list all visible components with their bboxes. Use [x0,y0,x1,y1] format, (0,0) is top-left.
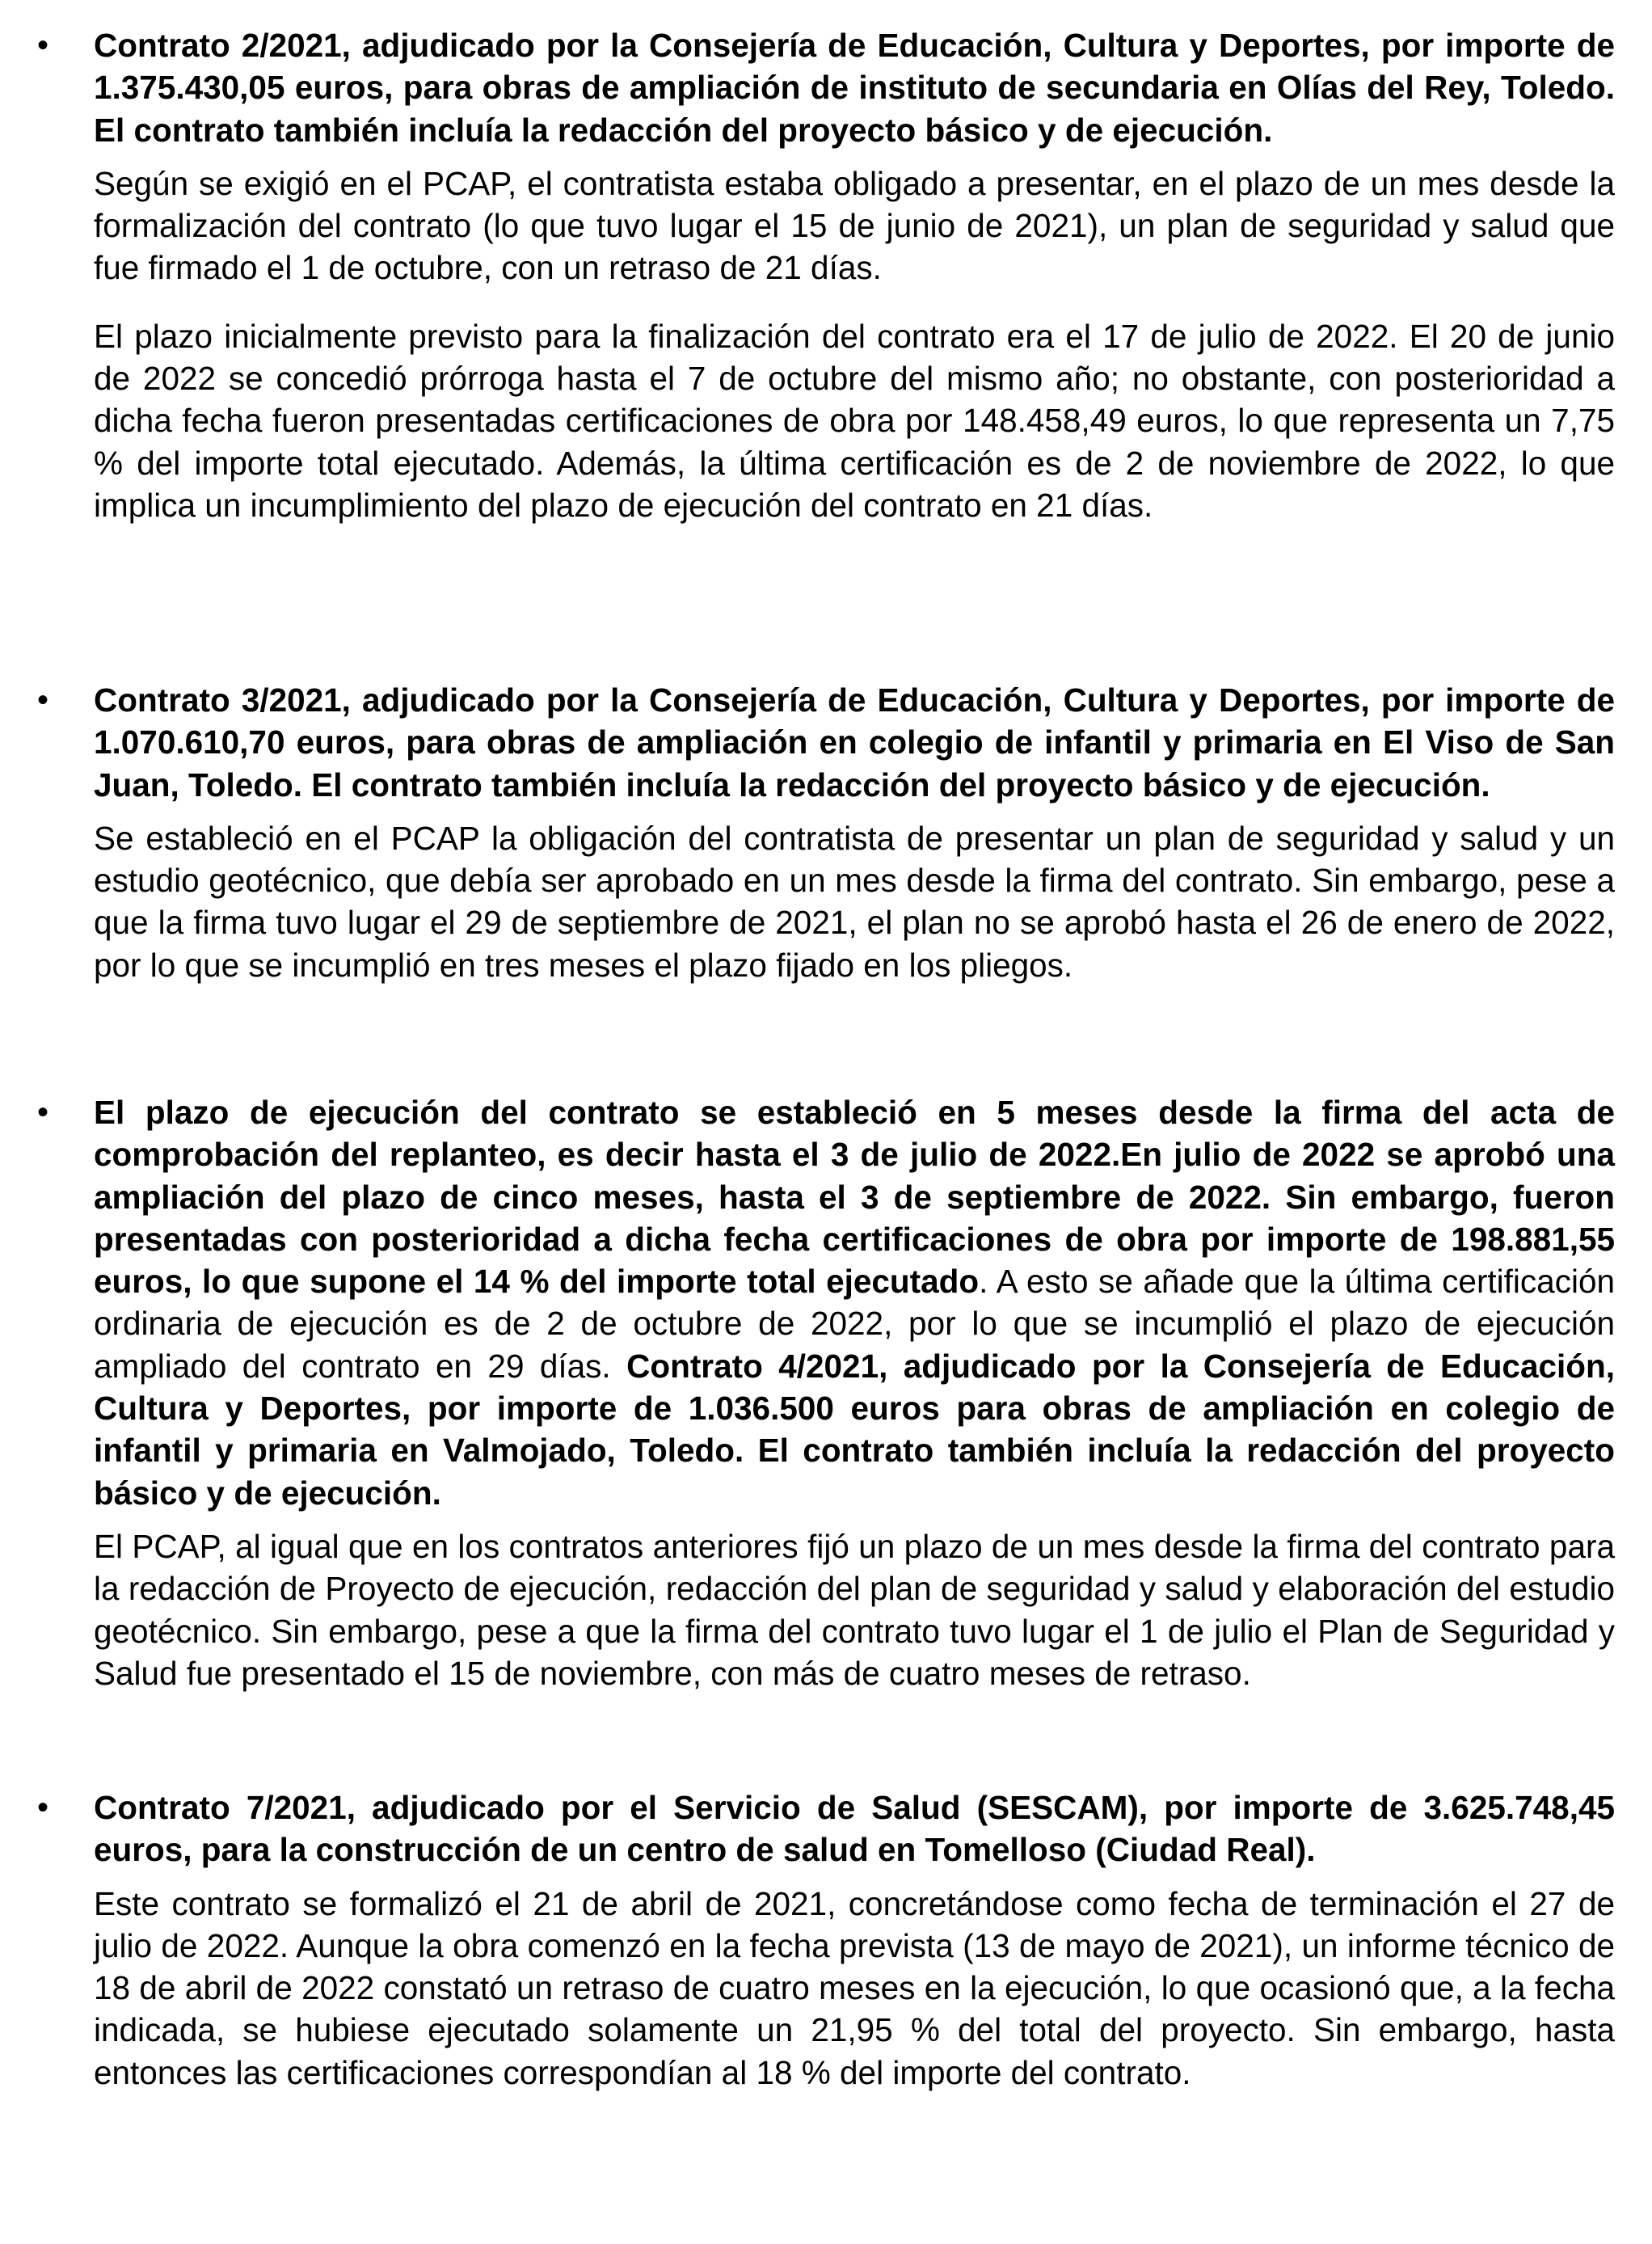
paragraph: Se estableció en el PCAP la obligación del contratista de presentar un plan de seguridad y salud y un estudio geotécnico, que debía ser aprobado en un mes desde la firma del contrato. Sin embargo, pese a que la firma tuvo lugar el 29 de septiembre de 2021, el plan no se aprobó hasta el 26 de enero de 2022, por lo que se incumplió en tres meses el plazo fijado en los pliegos. [94,819,1615,984]
contract-7-2021-heading: Contrato 7/2021, adjudicado por el Servicio de Salud (SESCAM), por importe de 3.625.748,45 euros, para la construcción de un centro de salud en Tomelloso (Ciudad Real). [94,1789,1615,1869]
bullet: • [37,27,49,63]
mixed-paragraph [94,1091,1615,1514]
contract-4-2021-section [37,1091,1615,1694]
contract-2-2021-heading: Contrato 2/2021, adjudicado por la Consejería de Educación, Cultura y Deportes, por importe de 1.375.430,05 euros, para obras de ampliación de instituto de secundaria en Olías del Rey, Toledo. El contrato también incluía la redacción del proyecto básico y de ejecución. [94,27,1615,149]
contract-3-2021-heading: Contrato 3/2021, adjudicado por la Consejería de Educación, Cultura y Deportes, por importe de 1.070.610,70 euros, para obras de ampliación en colegio de infantil y primaria en El Viso de San Juan, Toledo. El contrato también incluía la redacción del proyecto básico y de ejecución. [94,681,1615,804]
contract-4-2021-heading: Contrato 4/2021, adjudicado por la Consejería de Educación, Cultura y Deportes, por importe de 1.036.500 euros para obras de ampliación en colegio de infantil y primaria en Valmojado, Toledo. El contrato también incluía la redacción del proyecto básico y de ejecución. [94,1347,1615,1512]
paragraph: Este contrato se formalizó el 21 de abril de 2021, concretándose como fecha de terminación el 27 de julio de 2022. Aunque la obra comenzó en la fecha prevista (13 de mayo de 2021), un informe técnico de 18 de abril de 2022 constató un retraso de cuatro meses en la ejecución, lo que ocasionó que, a la fecha indicada, se hubiese ejecutado solamente un 21,95 % del total del proyecto. Sin embargo, hasta entonces las certificaciones correspondían al 18 % del importe del contrato. [94,1884,1615,2091]
contract-3-2021-section [37,679,1615,986]
paragraph: Según se exigió en el PCAP, el contratista estaba obligado a presentar, en el plazo de un mes desde la formalización del contrato (lo que tuvo lugar el 15 de junio de 2021), un plan de seguridad y salud que fue firmado el 1 de octubre, con un retraso de 21 días. [94,164,1615,287]
paragraph: El plazo inicialmente previsto para la finalización del contrato era el 17 de julio de 2022. El 20 de junio de 2022 se concedió prórroga hasta el 7 de octubre del mismo año; no obstante, con posterioridad a dicha fecha fueron presentadas certificaciones de obra por 148.458,49 euros, lo que representa un 7,75 % del importe total ejecutado. Además, la última certificación es de 2 de noviembre de 2022, lo que implica un incumplimiento del plazo de ejecución del contrato en 21 días. [94,317,1615,524]
paragraph: El PCAP, al igual que en los contratos anteriores fijó un plazo de un mes desde la firma del contrato para la redacción de Proyecto de ejecución, redacción del plan de seguridad y salud y elaboración del estudio geotécnico. Sin embargo, pese a que la firma del contrato tuvo lugar el 1 de julio el Plan de Seguridad y Salud fue presentado el 15 de noviembre, con más de cuatro meses de retraso. [94,1527,1615,1692]
contract-7-2021-section [37,1786,1615,2094]
bullet: • [37,1790,49,1825]
bullet: • [37,1095,49,1130]
contract-2-2021-section [37,24,1615,526]
bullet: • [37,682,49,718]
bold-text: El plazo de ejecución del contrato se estableció en 5 meses desde la firma del acta de comprobación del replanteo, es decir hasta el 3 de julio de 2022.En julio de 2022 se aprobó una ampliación del plazo de cinco meses, hasta el 3 de septiembre de 2022. Sin embargo, fueron presentadas con posterioridad a dicha fecha certificaciones de obra por importe de 198.881,55 euros, lo que supone el 14 % del importe total ejecutado [94,1094,1615,1301]
normal-text: . A esto se añade que la última certificación ordinaria de ejecución es de 2 de octubre de 2022, por lo que se incumplió el plazo de ejecución ampliado del contrato en 29 días. [94,1263,1615,1385]
